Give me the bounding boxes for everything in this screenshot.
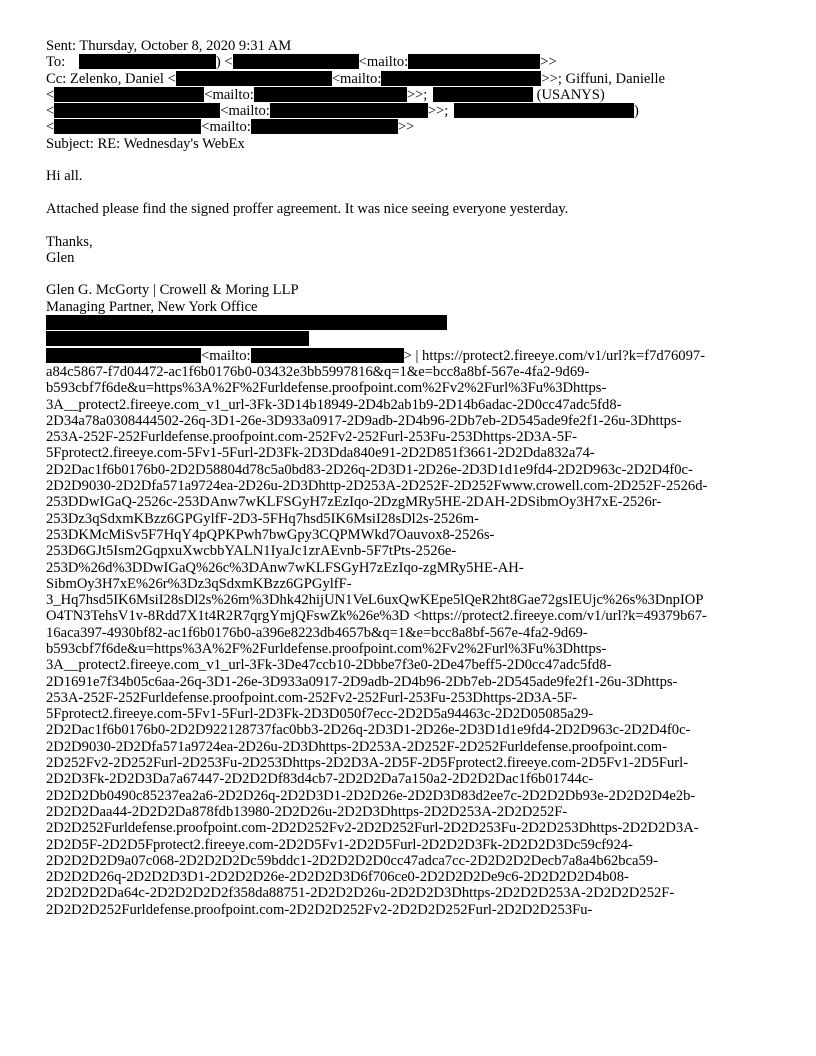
url-text-line: 2D34a78a0308444502-26q-3D1-26e-3D933a0917-2D9adb-2D4b96-2Db7eb-2D545ade9fe2f1-26u-3Dhttps- [46, 412, 682, 429]
url-text-line: 2D2D3Fk-2D2D3Da7a67447-2D2D2Df83d4cb7-2D2D2Da7a150a2-2D2D2Dac1f6b01744c- [46, 771, 594, 788]
close-paren: ) [633, 103, 639, 120]
cc-giffuni: >>; Giffuni, Danielle [541, 70, 665, 87]
sent-line: Sent: Thursday, October 8, 2020 9:31 AM [46, 38, 292, 54]
close-angle: >> [540, 54, 557, 71]
redaction-bar [251, 119, 398, 134]
url-text-line: a84c5867-f7d04472-ac1f6b0176b0-03432e3bb5997816&q=1&e=bcc8a8bf-567e-4fa2-9d69- [46, 363, 590, 380]
url-text-line: 2D2D9030-2D2Dfa571a9724ea-2D26u-2D3Dhttp-2D253A-2D252F-2D252Fwww.crowell.com-2D252F-2526d- [46, 478, 708, 495]
url-text-line: 253DDwIGaQ-2526c-253DAnw7wKLFSGyH7zEzIqo-2DzgMRy5HE-2DAH-2DSibmOy3H7xE-2526r- [46, 494, 662, 511]
closing-name: Glen [46, 249, 75, 266]
close-angle: >> [397, 119, 415, 136]
subject-line: Subject: RE: Wednesday's WebEx [46, 135, 245, 152]
redaction-bar [433, 87, 533, 102]
redaction-bar [46, 348, 201, 363]
to-label: To: [46, 54, 66, 71]
mailto-text: <mailto: [220, 103, 270, 120]
url-text-line: SibmOy3H7xE%26r%3Dz3qSdxmKBzz6GPGylfF- [46, 575, 352, 592]
close-angle: >>; [427, 103, 449, 120]
signature-title: Managing Partner, New York Office [46, 298, 258, 315]
url-text-line: 253A-252F-252Furldefense.proofpoint.com-252Fv2-252Furl-253Fu-253Dhttps-2D3A-5F- [46, 429, 578, 446]
url-text-line: 253A-252F-252Furldefense.proofpoint.com-252Fv2-252Furl-253Fu-253Dhttps-2D3A-5F- [46, 689, 578, 706]
url-text-line: 2D2D2D26q-2D2D2D3D1-2D2D2D26e-2D2D2D3D6f706ce0-2D2D2D2De9c6-2D2D2D2D4b08- [46, 869, 629, 886]
usanys-text: (USANYS) [536, 86, 605, 103]
lt-text: < [46, 103, 55, 120]
url-text-line: 2D252Fv2-2D252Furl-2D253Fu-2D253Dhttps-2D2D3A-2D5F-2D5Fprotect2.fireeye.com-2D5Fv1-2D5Furl- [46, 755, 689, 772]
url-text-line: 2D2D2D2Da64c-2D2D2D2D2f358da88751-2D2D2D26u-2D2D2D3Dhttps-2D2D2D253A-2D2D2D252F- [46, 885, 675, 902]
mailto-text: <mailto: [201, 347, 251, 364]
to-line [46, 54, 786, 70]
close-angle: >>; [406, 86, 428, 103]
url-text-line: 5Fprotect2.fireeye.com-5Fv1-5Furl-2D3Fk-2D3Dda840e91-2D2D851f3661-2D2Dda832a74- [46, 445, 595, 462]
protected-url-block [46, 364, 786, 918]
url-text-line: 2D2D2Daa44-2D2D2Da878fdb13980-2D2D26u-2D2D3Dhttps-2D2D253A-2D2D252F- [46, 803, 568, 820]
redaction-bar [254, 87, 407, 102]
mailto-text: <mailto: [201, 119, 251, 136]
url-text-line: 3A__protect2.fireeye.com_v1_url-3Fk-3De47ccb10-2Dbbe7f3e0-2De47beff5-2D0cc47adc5fd8- [46, 657, 612, 674]
redaction-bar [54, 87, 204, 102]
signature-link-line [46, 348, 786, 364]
signature-name-firm: Glen G. McGorty | Crowell & Moring LLP [46, 282, 299, 299]
redaction-bar [46, 331, 309, 346]
redaction-bar [233, 54, 359, 69]
lt-text: < [46, 86, 55, 103]
email-document [46, 38, 786, 918]
url-text-line: O4TN3TehsV1v-8Rdd7X1t4R2R7qrgYmjQFswZk%26e%3D <https://protect2.fireeye.com/v1/url?k=49379b67- [46, 608, 707, 625]
redaction-bar [408, 54, 540, 69]
redaction-bar [54, 119, 201, 134]
redaction-bar [270, 103, 428, 118]
url-text-line: b593cbf7f6de&u=https%3A%2F%2Furldefense.proofpoint.com%2Fv2%2Furl%3Fu%3Dhttps- [46, 640, 607, 657]
url-text-line: 3_Hq7hsd5IK6MsiI28sDl2s%26m%3Dhk42hijUN1VeL6uxQwKEpe5lQeR2ht8Gae72gsIEUjc%26s%3DnpIOP [46, 592, 704, 609]
url-text-line: 2D1691e7f34b05c6aa-26q-3D1-26e-3D933a0917-2D9adb-2D4b96-2Db7eb-2D545ade9fe2f1-26u-3Dhttps- [46, 673, 678, 690]
signature-redacted-line-1 [46, 315, 786, 331]
url-text-line: 2D2D2D2D9a07c068-2D2D2D2Dc59bddc1-2D2D2D2D0cc47adca7cc-2D2D2D2Decb7a8a4b62bca59- [46, 852, 658, 869]
redaction-bar [176, 71, 332, 86]
url-text-line: b593cbf7f6de&u=https%3A%2F%2Furldefense.proofpoint.com%2Fv2%2Furl%3Fu%3Dhttps- [46, 380, 607, 397]
lt-text: < [46, 119, 55, 136]
mailto-text: <mailto: [358, 54, 409, 71]
url-text-line: 253D%26d%3DDwIGaQ%26c%3DAnw7wKLFSGyH7zEzIqo-zgMRy5HE-AH- [46, 559, 524, 576]
redaction-bar [79, 54, 216, 69]
cc-line [46, 71, 786, 87]
url-text-line: 2D2D2D252Furldefense.proofpoint.com-2D2D2D252Fv2-2D2D2D252Furl-2D2D2D253Fu- [46, 901, 593, 918]
signature-url-start: > | https://protect2.fireeye.com/v1/url?k=f7d76097- [403, 347, 706, 364]
url-text-line: 2D2Dac1f6b0176b0-2D2D58804d78c5a0bd83-2D26q-2D3D1-2D26e-2D3D1d1e9fd4-2D2D963c-2D2D4f0c- [46, 461, 693, 478]
url-text-line: 16aca397-4930bf82-ac1f6b0176b0-a396e8223db4657b&q=1&e=bcc8a8bf-567e-4fa2-9d69- [46, 624, 588, 641]
to-paren: ) < [215, 54, 233, 71]
redaction-bar [454, 103, 634, 118]
redaction-bar [251, 348, 404, 363]
url-text-line: 253DKMcMiSv5F7HqY4pQPKPwh7bwGpy3CQPMWkd7Oauvox8-2526s- [46, 526, 495, 543]
cc-prefix: Cc: Zelenko, Daniel < [46, 70, 176, 87]
cc-line-4 [46, 119, 786, 135]
cc-line-2 [46, 87, 786, 103]
url-text-line: 5Fprotect2.fireeye.com-5Fv1-5Furl-2D3Fk-2D3D050f7ecc-2D2D5a94463c-2D2D05085a29- [46, 706, 594, 723]
url-text-line: 2D2D2Db0490c85237ea2a6-2D2D26q-2D2D3D1-2D2D26e-2D2D3D83d2ee7c-2D2D2Db93e-2D2D2D4e2b- [46, 787, 696, 804]
url-text-line: 253Dz3qSdxmKBzz6GPGylfF-2D3-5FHq7hsd5IK6MsiI28sDl2s-2526m- [46, 510, 479, 527]
greeting: Hi all. [46, 168, 83, 185]
redaction-bar [54, 103, 220, 118]
cc-line-3 [46, 103, 786, 119]
url-text-line: 2D2D5F-2D2D5Fprotect2.fireeye.com-2D2D5Fv1-2D2D5Furl-2D2D2D3Fk-2D2D2D3Dc59cf924- [46, 836, 633, 853]
url-text-line: 2D2Dac1f6b0176b0-2D2D922128737fac0bb3-2D26q-2D3D1-2D26e-2D3D1d1e9fd4-2D2D963c-2D2D4f0c- [46, 722, 691, 739]
signature-redacted-line-2 [46, 331, 786, 347]
url-text-line: 3A__protect2.fireeye.com_v1_url-3Fk-3D14b18949-2D4b2ab1b9-2D14b6adac-2D0cc47adc5fd8- [46, 396, 622, 413]
redaction-bar [46, 315, 447, 330]
url-text-line: 2D2D252Furldefense.proofpoint.com-2D2D252Fv2-2D2D252Furl-2D2D253Fu-2D2D253Dhttps-2D2D2D3A- [46, 820, 699, 837]
body-text: Attached please find the signed proffer agreement. It was nice seeing everyone yesterday. [46, 200, 569, 217]
redaction-bar [381, 71, 541, 86]
url-text-line: 253D6GJt5Ism2GqpxuXwcbbYALN1IyaJc1zrAEvnb-5F7tPts-2526e- [46, 543, 457, 560]
mailto-text: <mailto: [331, 70, 382, 87]
mailto-text: <mailto: [204, 86, 254, 103]
url-text-line: 2D2D9030-2D2Dfa571a9724ea-2D26u-2D3Dhttps-2D253A-2D252F-2D252Furldefense.proofpoint.com- [46, 738, 667, 755]
closing-thanks: Thanks, [46, 233, 93, 250]
